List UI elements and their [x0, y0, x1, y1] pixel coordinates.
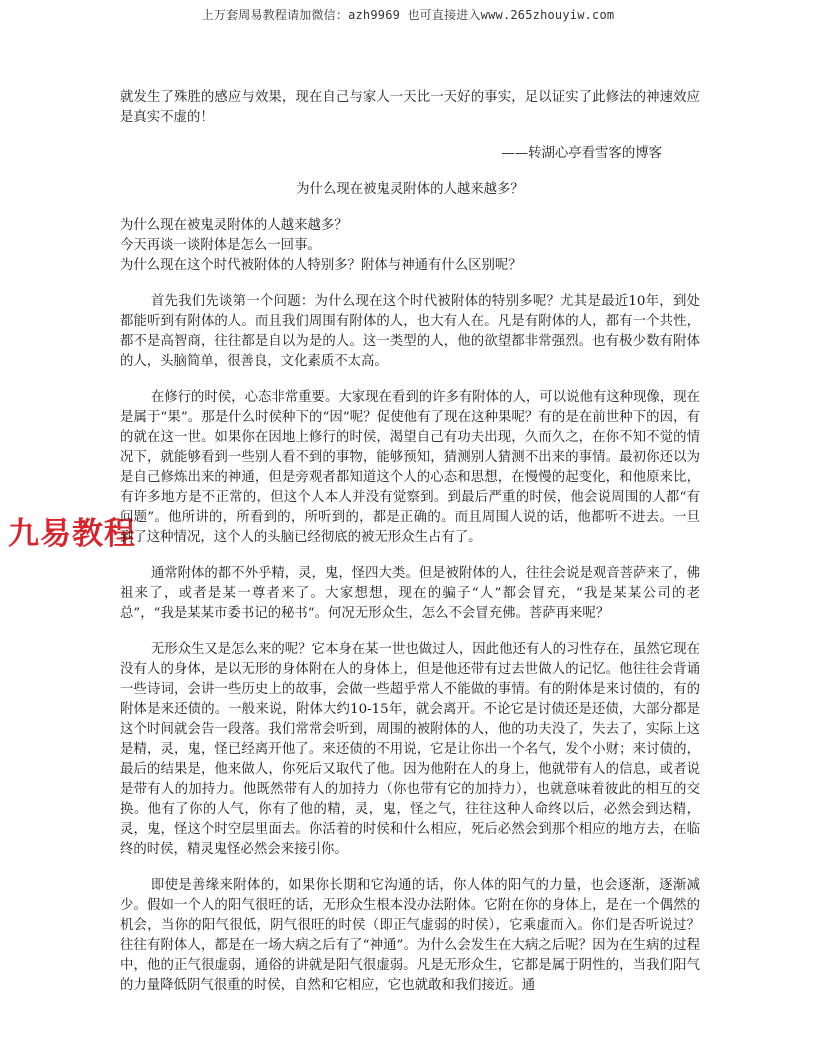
spacer: [120, 164, 700, 180]
spacer: [120, 276, 700, 292]
question-line: 为什么现在被鬼灵附体的人越来越多？: [120, 218, 348, 233]
intro-paragraph: 就发生了殊胜的感应与效果，现在自己与家人一天比一天好的事实，足以证实了此修法的神速效应是真实不虚的！: [120, 90, 700, 125]
spacer: [120, 200, 700, 216]
byline: ——转湖心亭看雪客的博客: [501, 146, 662, 161]
body-paragraph: 无形众生又是怎么来的呢？它本身在某一世也做过人，因此他还有人的习性存在，虽然它现在没有人的身体，是以无形的身体附在人的身体上，但是他还带有过去世做人的记忆。他往往会背诵一些诗词，会讲一些历史上的故事，会做一些超乎常人不能做的事情。有的附体是来讨债的，有的附体是来还债的。一般来说，附体大约10-15年，就会离开。不论它是讨债还是还债，大部分都是这个时间就会告一段落。我们常常会听到，周围的被附体的人，他的功夫没了，失去了，实际上这是精，灵，鬼，怪已经离开他了。来还债的不用说，它是让你出一个名气，发个小财；来讨债的，最后的结果是，他来做人，你死后又取代了他。因为他附在人的身上，他就带有人的信息，或者说是带有人的加持力。他既然带有人的加持力（你也带有它的加持力），也就意味着彼此的相互的交换。他有了你的人气，你有了他的精，灵，鬼，怪之气，往往这种人命终以后，必然会到达精，灵，鬼，怪这个时空层里面去。你活着的时侯和什么相应，死后必然会到那个相应的地方去，在临终的时侯，精灵鬼怪必然会来接引你。: [120, 642, 700, 857]
spacer: [120, 624, 700, 640]
body-paragraph: 首先我们先谈第一个问题：为什么现在这个时代被附体的特别多呢？尤其是最近10年，到处都能听到有附体的人。而且我们周围有附体的人，也大有人在。凡是有附体的人，都有一个共性，都不是高智商，往往都是自以为是的人。这一类型的人，他的欲望都非常强烈。也有极少数有附体的人，头脑简单，很善良，文化素质不太高。: [120, 294, 700, 369]
question-line: 今天再谈一谈附体是怎么一回事。: [120, 238, 321, 253]
spacer: [120, 860, 700, 876]
spacer: [120, 372, 700, 388]
body-paragraph: 通常附体的都不外乎精，灵，鬼，怪四大类。但是被附体的人，往往会说是观音菩萨来了，佛祖来了，或者是某一尊者来了。大家想想，现在的骗子“人”都会冒充，“我是某某公司的老总”，“我是某某市委书记的秘书“。何况无形众生，怎么不会冒充佛。菩萨再来呢？: [120, 566, 700, 621]
page-header: 上万套周易教程请加微信：azh9969 也可直接进入www.265zhouyiw.com: [201, 8, 615, 22]
body-paragraph: 即使是善缘来附体的，如果你长期和它沟通的话，你人体的阳气的力量，也会逐渐，逐渐减少。假如一个人的阳气很旺的话，无形众生根本没办法附体。它附在你的身体上，是在一个偶然的机会，当你的阳气很低，阴气很旺的时侯（即正气虚弱的时侯），它乘虚而入。你们是否听说过？往往有附体人，都是在一场大病之后有了“神通”。为什么会发生在大病之后呢？因为在生病的过程中，他的正气很虚弱，通俗的讲就是阳气很虚弱。凡是无形众生，它都是属于阴性的，当我们阳气的力量降低阴气很重的时侯，自然和它相应，它也就敢和我们接近。通: [120, 878, 700, 993]
spacer: [120, 128, 700, 144]
article-title: 为什么现在被鬼灵附体的人越来越多？: [296, 182, 524, 197]
watermark-logo: 九易教程: [8, 516, 136, 552]
question-line: 为什么现在这个时代被附体的人特别多？附体与神通有什么区别呢？: [120, 258, 522, 273]
spacer: [120, 548, 700, 564]
body-paragraph: 在修行的时侯，心态非常重要。大家现在看到的许多有附体的人，可以说他有这种现像，现在是属于“果”。那是什么时侯种下的“因”呢？促使他有了现在这种果呢？有的是在前世种下的因，有的就在这一世。如果你在因地上修行的时侯，渴望自己有功夫出现，久而久之，在你不知不觉的情况下，就能够看到一些别人看不到的事物，能够预知，猜测别人猜测不出来的事情。最初你还以为是自己修炼出来的神通，但是旁观者都知道这个人的心态和思想，在慢慢的起变化，和他原来比，有许多地方是不正常的，但这个人本人并没有觉察到。到最后严重的时侯，他会说周围的人都“有问题”。他所讲的，所看到的，所听到的，都是正确的。而且周围人说的话，他都听不进去。一旦到了这种情况，这个人的头脑已经彻底的被无形众生占有了。: [120, 390, 700, 545]
document-body: [120, 88, 700, 996]
